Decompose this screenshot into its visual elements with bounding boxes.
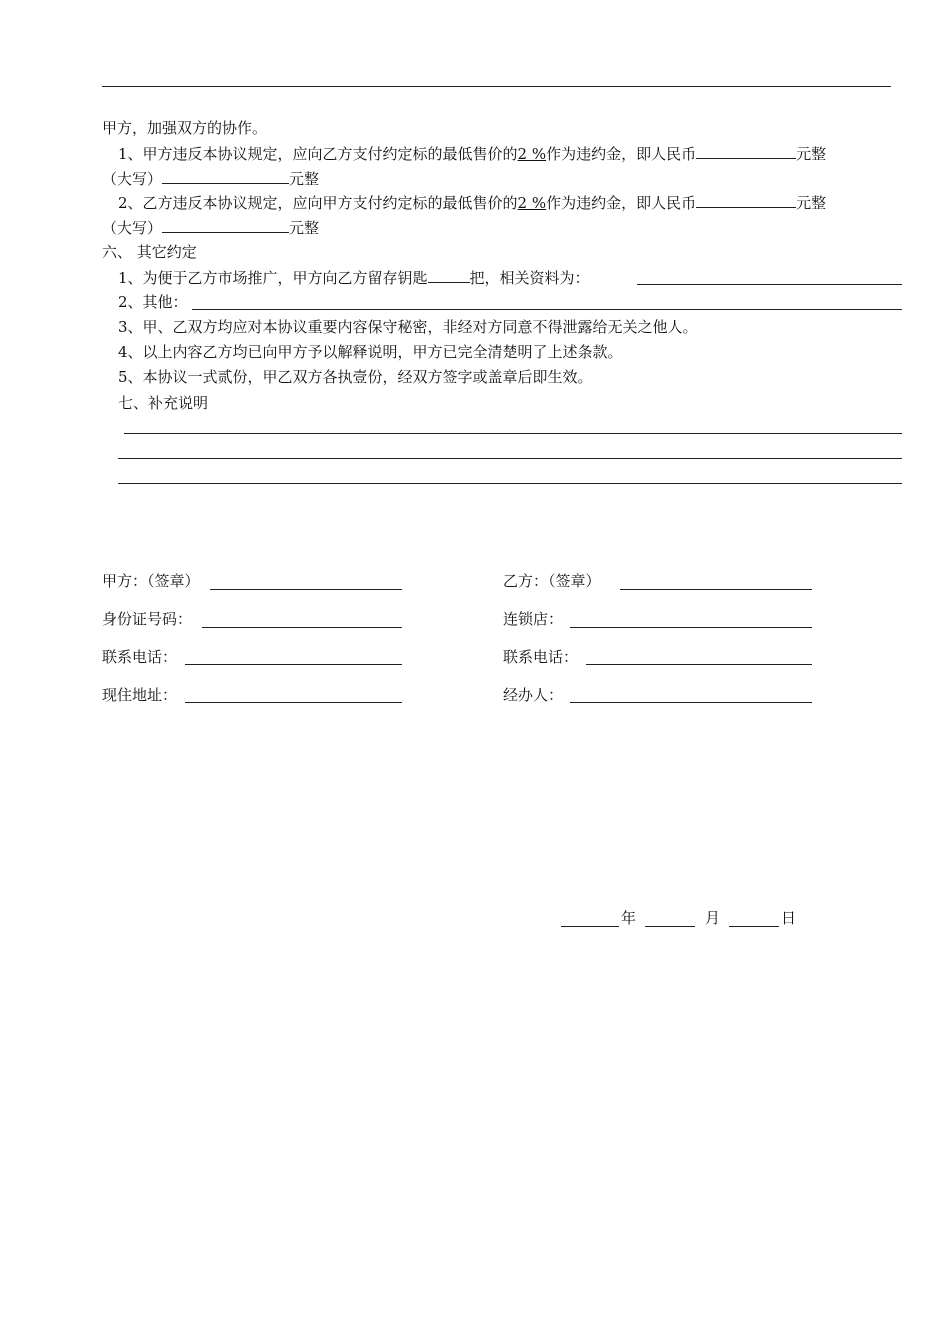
party-b-phone-label: 联系电话： <box>503 648 579 666</box>
party-a-phone-field[interactable] <box>185 664 402 665</box>
party-a-signature-label: 甲方：（签章） <box>102 572 200 590</box>
supplement-line-2[interactable] <box>118 458 902 459</box>
penalty-item-1-caps-label: （大写） <box>102 170 163 188</box>
supplement-line-3[interactable] <box>118 483 902 484</box>
section-6-item-3: 3、甲、乙双方均应对本协议重要内容保守秘密，非经对方同意不得泄露给无关之他人。 <box>118 318 698 336</box>
date-year-label: 年 <box>621 909 637 927</box>
supplement-line-1[interactable] <box>124 433 902 434</box>
penalty-item-1-unit: 元整 <box>796 145 827 163</box>
party-b-store-label: 连锁店： <box>503 610 564 628</box>
party-a-signature-field[interactable] <box>210 589 402 590</box>
penalty-item-2-caps-unit: 元整 <box>289 219 320 237</box>
penalty-item-2-pre: 2、乙方违反本协议规定，应向甲方支付约定标的最低售价的 <box>118 194 518 212</box>
penalty-item-1-post: 作为违约金，即人民币 <box>546 145 697 163</box>
penalty-item-1-caps-blank[interactable] <box>162 168 289 184</box>
key-count-blank[interactable] <box>428 267 470 283</box>
intro-line: 甲方，加强双方的协作。 <box>102 119 268 137</box>
section-6-item-1 <box>118 267 590 288</box>
section-7-heading: 七、补充说明 <box>118 394 209 412</box>
party-b-agent-field[interactable] <box>570 702 812 703</box>
penalty-item-2-percent: 2 % <box>517 194 547 212</box>
date-month-label: 月 <box>705 909 721 927</box>
penalty-item-2-caps-label: （大写） <box>102 219 163 237</box>
section-6-item-1-mid: 把，相关资料为： <box>469 269 590 287</box>
penalty-item-2-amount-blank[interactable] <box>696 192 796 208</box>
section-6-heading: 六、 其它约定 <box>102 243 197 261</box>
other-terms-blank[interactable] <box>192 309 902 310</box>
penalty-item-1-percent: 2 % <box>517 145 547 163</box>
section-6-item-1-pre: 1、为便于乙方市场推广，甲方向乙方留存钥匙 <box>118 269 428 287</box>
date-month-blank[interactable] <box>645 926 695 927</box>
section-6-item-4: 4、以上内容乙方均已向甲方予以解释说明，甲方已完全清楚明了上述条款。 <box>118 343 623 361</box>
header-rule <box>102 86 891 87</box>
related-materials-blank[interactable] <box>637 284 902 285</box>
section-6-item-2: 2、其他： <box>118 293 188 311</box>
penalty-item-2-unit: 元整 <box>796 194 827 212</box>
party-b-phone-field[interactable] <box>586 664 812 665</box>
penalty-item-2-caps <box>102 217 319 238</box>
penalty-item-2-caps-blank[interactable] <box>162 217 289 233</box>
penalty-item-1-caps <box>102 168 319 189</box>
date-year-blank[interactable] <box>561 926 619 927</box>
section-6-item-5: 5、本协议一式贰份，甲乙双方各执壹份，经双方签字或盖章后即生效。 <box>118 368 593 386</box>
party-a-id-label: 身份证号码： <box>102 610 193 628</box>
date-day-label: 日 <box>781 909 797 927</box>
penalty-item-2-post: 作为违约金，即人民币 <box>546 194 697 212</box>
penalty-item-1-caps-unit: 元整 <box>289 170 320 188</box>
penalty-item-1-pre: 1、甲方违反本协议规定，应向乙方支付约定标的最低售价的 <box>118 145 518 163</box>
party-b-signature-field[interactable] <box>620 589 812 590</box>
penalty-item-1-amount-blank[interactable] <box>696 143 796 159</box>
penalty-item-1 <box>118 143 826 164</box>
party-b-agent-label: 经办人： <box>503 686 564 704</box>
date-day-blank[interactable] <box>729 926 779 927</box>
party-a-address-label: 现住地址： <box>102 686 178 704</box>
party-a-id-field[interactable] <box>202 627 402 628</box>
party-a-address-field[interactable] <box>185 702 402 703</box>
penalty-item-2 <box>118 192 826 213</box>
party-a-phone-label: 联系电话： <box>102 648 178 666</box>
party-b-store-field[interactable] <box>570 627 812 628</box>
party-b-signature-label: 乙方：（签章） <box>503 572 601 590</box>
